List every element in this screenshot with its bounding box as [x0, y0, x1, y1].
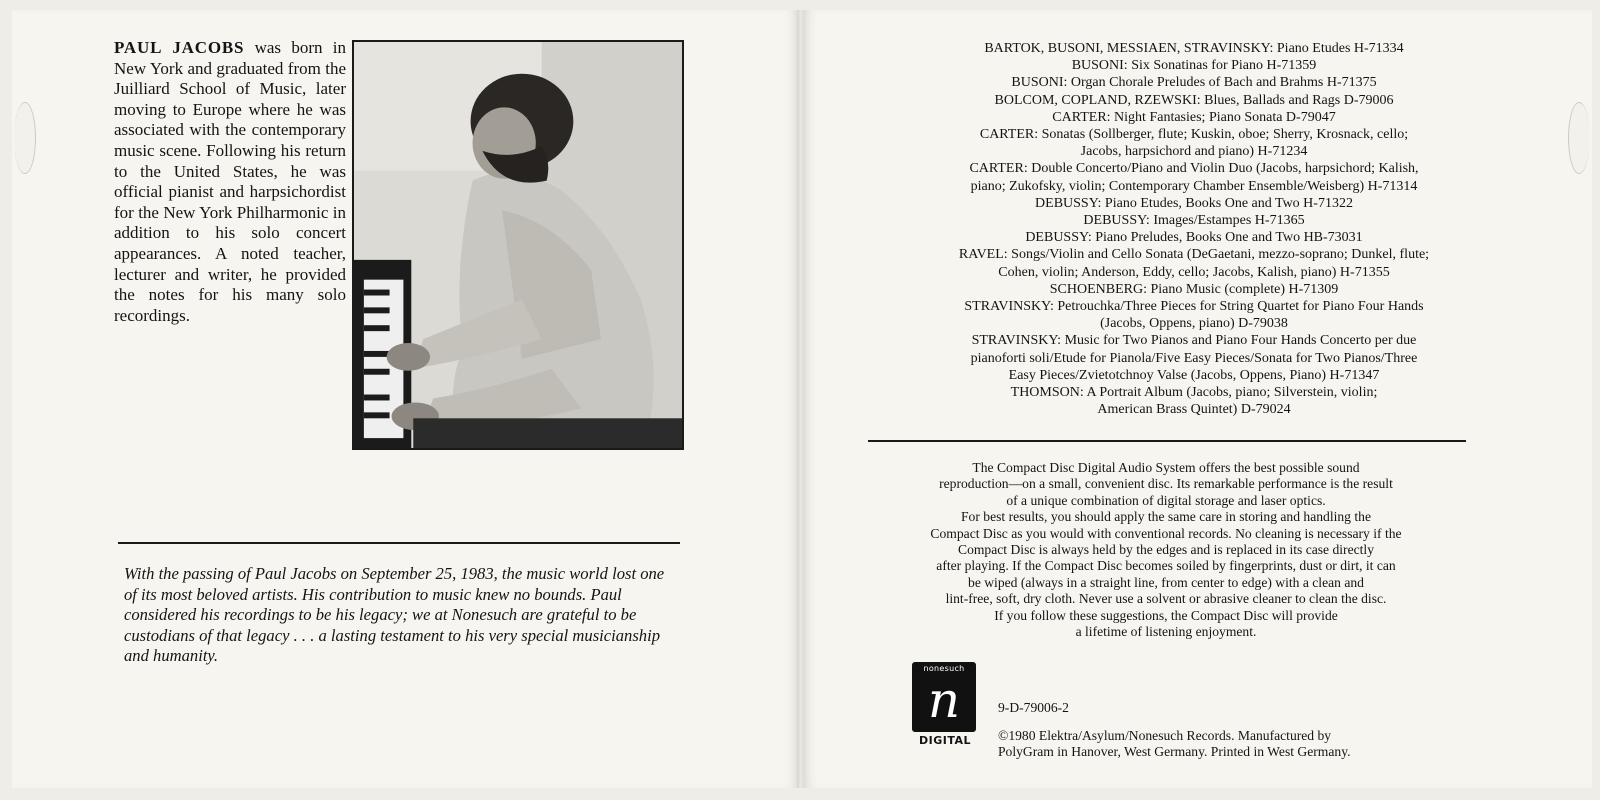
- copyright-line: PolyGram in Hanover, West Germany. Printed in West Germany.: [998, 744, 1351, 760]
- discography-entry: [864, 298, 1524, 332]
- nonesuch-digital-logo: [912, 662, 978, 750]
- discography-entry-line: Cohen, violin; Anderson, Eddy, cello; Jacobs, Kalish, piano) H-71355: [998, 264, 1390, 280]
- discography-entry: [864, 229, 1524, 246]
- discography-entry: [864, 281, 1524, 298]
- discography-entry: [864, 74, 1524, 91]
- care-text-line: Compact Disc as you would with conventional records. No cleaning is necessary if the: [930, 525, 1402, 541]
- care-text-line: of a unique combination of digital storage and laser optics.: [1006, 492, 1326, 508]
- discography-entry-line: SCHOENBERG: Piano Music (complete) H-71309: [1049, 281, 1339, 297]
- section-divider: [868, 440, 1466, 442]
- discography-entry: [864, 332, 1524, 384]
- pianist-photo: [352, 40, 684, 450]
- copyright-notice: [998, 728, 1468, 761]
- discography-entry-line: THOMSON: A Portrait Album (Jacobs, piano; Silverstein, violin;: [1010, 385, 1378, 401]
- discography-entry: [864, 57, 1524, 74]
- discography-entry: [864, 212, 1524, 229]
- section-divider: [118, 542, 680, 544]
- discography-entry-line: Jacobs, harpsichord and piano) H-71234: [1080, 144, 1308, 160]
- discography-entry-line: CARTER: Double Concerto/Piano and Violin Duo (Jacobs, harpsichord; Kalish,: [969, 161, 1419, 177]
- discography-entry-line: BOLCOM, COPLAND, RZEWSKI: Blues, Ballads and Rags D-79006: [994, 92, 1394, 108]
- discography-entry-line: CARTER: Night Fantasies; Piano Sonata D-79047: [1052, 109, 1336, 125]
- discography-entry-line: CARTER: Sonatas (Sollberger, flute; Kuskin, oboe; Sherry, Krosnack, cello;: [979, 127, 1409, 143]
- discography-entry: [864, 92, 1524, 109]
- care-text-line: be wiped (always in a straight line, from center to edge) with a clean and: [968, 574, 1364, 590]
- discography-entry-line: STRAVINSKY: Music for Two Pianos and Piano Four Hands Concerto per due: [971, 333, 1417, 349]
- artist-name: PAUL JACOBS: [114, 38, 245, 57]
- care-text-line: reproduction—on a small, convenient disc. Its remarkable performance is the result: [939, 476, 1393, 492]
- discography-entry-line: DEBUSSY: Images/Estampes H-71365: [1083, 213, 1305, 229]
- discography-entry-line: DEBUSSY: Piano Preludes, Books One and Two HB-73031: [1025, 230, 1363, 246]
- discography-list: [864, 40, 1524, 418]
- logo-digital-label: DIGITAL: [918, 734, 972, 747]
- discography-entry-line: RAVEL: Songs/Violin and Cello Sonata (DeGaetani, mezzo-soprano; Dunkel, flute;: [958, 247, 1430, 263]
- discography-entry-line: BUSONI: Organ Chorale Preludes of Bach and Brahms H-71375: [1011, 75, 1377, 91]
- catalog-number: 9-D-79006-2: [998, 700, 1069, 715]
- discography-entry-line: piano; Zukofsky, violin; Contemporary Chamber Ensemble/Weisberg) H-71314: [970, 178, 1418, 194]
- discography-entry-line: American Brass Quintet) D-79024: [1097, 402, 1291, 418]
- care-text-line: If you follow these suggestions, the Compact Disc will provide: [994, 607, 1338, 623]
- compact-disc-care-text: [866, 460, 1466, 640]
- discography-entry: [864, 109, 1524, 126]
- tray-tab-notch: [1568, 102, 1590, 174]
- right-page: [804, 10, 1592, 788]
- discography-entry: [864, 160, 1524, 194]
- left-page: [12, 10, 798, 788]
- discography-entry-line: DEBUSSY: Piano Etudes, Books One and Two H-71322: [1035, 195, 1353, 211]
- care-text-line: a lifetime of listening enjoyment.: [1075, 624, 1257, 640]
- discography-entry: [864, 384, 1524, 418]
- bio-paragraph: [114, 38, 346, 326]
- memorial-text: With the passing of Paul Jacobs on September 25, 1983, the music world lost one of its most beloved artists. His contribution to music knew no bounds. Paul considered his recordings to be his legacy; we at Nonesuch are grateful to be custodians of that legacy . . . a lasting testament to his very special musicianship and humanity.: [124, 564, 665, 666]
- care-text-line: lint-free, soft, dry cloth. Never use a solvent or abrasive cleaner to clean the disc.: [945, 591, 1387, 607]
- discography-entry: [864, 40, 1524, 57]
- logo-wordmark: nonesuch: [923, 664, 965, 673]
- care-text-line: The Compact Disc Digital Audio System offers the best possible sound: [972, 460, 1360, 475]
- discography-entry-line: Easy Pieces/Zvietotchnoy Valse (Jacobs, Oppens, Piano) H-71347: [1008, 367, 1380, 383]
- discography-entry: [864, 126, 1524, 160]
- pianist-photo-image: [354, 42, 682, 448]
- copyright-line: ©1980 Elektra/Asylum/Nonesuch Records. Manufactured by: [998, 728, 1332, 743]
- care-text-line: Compact Disc is always held by the edges and is replaced in its case directly: [958, 542, 1374, 558]
- tray-tab-notch: [14, 102, 36, 174]
- discography-entry-line: (Jacobs, Oppens, piano) D-79038: [1100, 316, 1288, 332]
- discography-entry-line: STRAVINSKY: Petrouchka/Three Pieces for String Quartet for Piano Four Hands: [964, 299, 1424, 315]
- discography-entry: [864, 195, 1524, 212]
- care-text-line: For best results, you should apply the same care in storing and handling the: [960, 509, 1371, 525]
- discography-entry-line: BARTOK, BUSONI, MESSIAEN, STRAVINSKY: Piano Etudes H-71334: [984, 41, 1404, 56]
- logo-n-glyph: n: [927, 671, 961, 729]
- care-text-line: after playing. If the Compact Disc becomes soiled by fingerprints, dust or dirt, it can: [936, 558, 1396, 574]
- discography-entry: [864, 246, 1524, 280]
- discography-entry-line: BUSONI: Six Sonatinas for Piano H-71359: [1071, 58, 1317, 74]
- discography-entry-line: pianoforti soli/Etude for Pianola/Five Easy Pieces/Sonata for Two Pianos/Three: [970, 350, 1418, 366]
- nonesuch-logo-box: [912, 662, 976, 732]
- bio-text: was born in New York and graduated from the Juilliard School of Music, later moving to Europe where he was associated with the contemporary music scene. Following his return to the United States, he was official pianist and harpsichordist for the New York Philharmonic in addition to his solo concert appearances. A noted teacher, lecturer and writer, he provided the notes for his many solo recordings.: [114, 38, 347, 325]
